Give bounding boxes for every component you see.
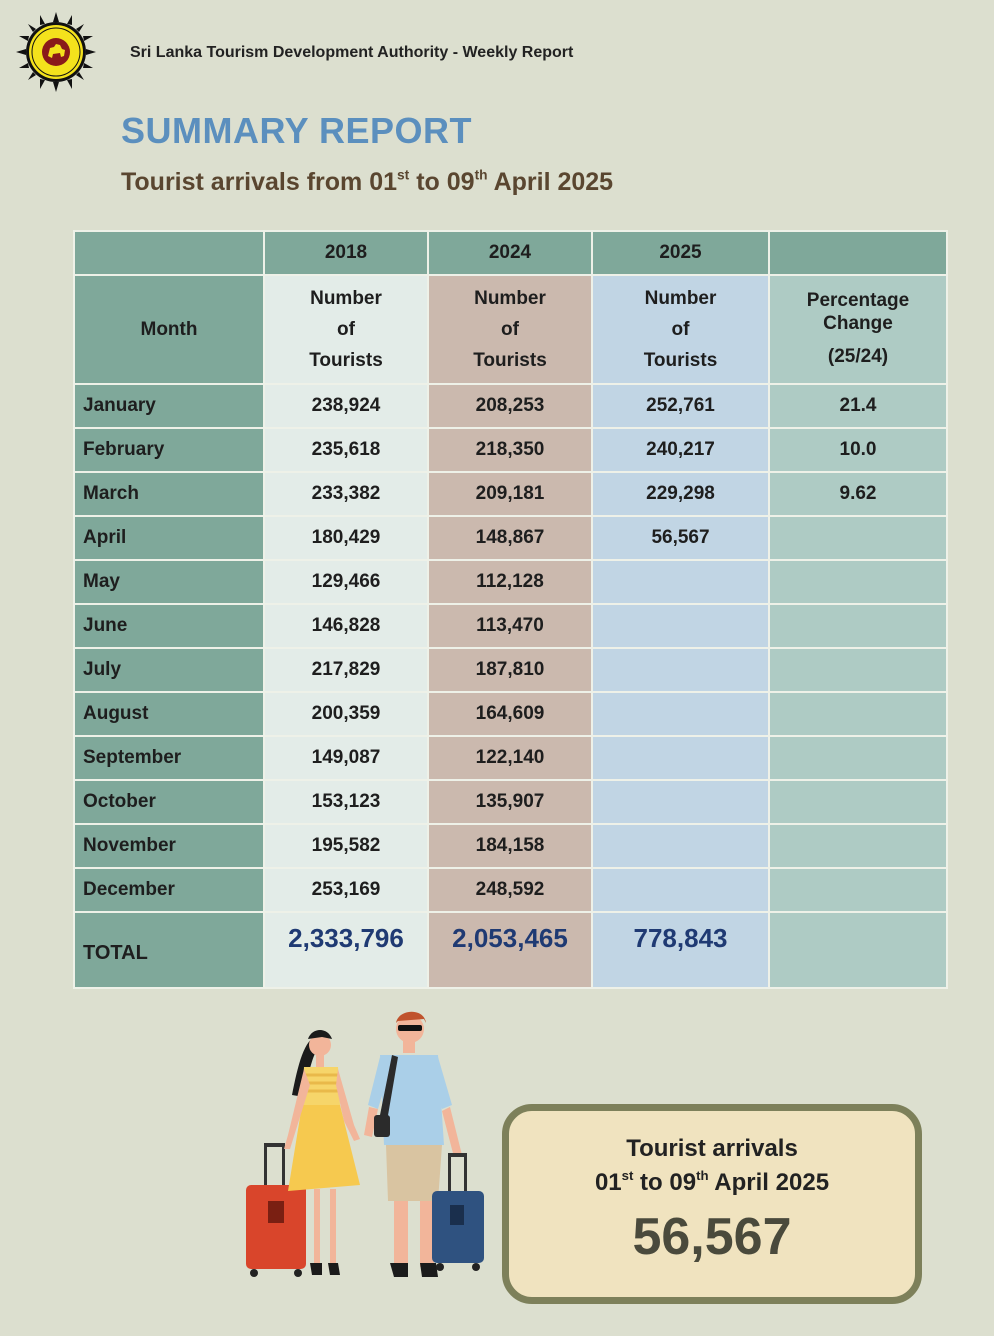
tourists-2024-header: Number of Tourists (428, 275, 592, 384)
total-label: TOTAL (74, 912, 264, 988)
percentage-change-cell: 21.4 (769, 384, 947, 428)
month-cell: January (74, 384, 264, 428)
year-header-blank (74, 231, 264, 275)
table-row (74, 428, 947, 472)
table-row (74, 736, 947, 780)
table-row (74, 648, 947, 692)
table-row (74, 516, 947, 560)
summary-box-value: 56,567 (632, 1208, 792, 1266)
year-2018-header: 2018 (264, 231, 428, 275)
table-row (74, 692, 947, 736)
page-subtitle: Tourist arrivals from 01st to 09th April 2025 (121, 167, 614, 196)
year-2025-header: 2025 (592, 231, 769, 275)
page-title: SUMMARY REPORT (121, 110, 473, 151)
month-cell: April (74, 516, 264, 560)
percentage-change-cell (769, 516, 947, 560)
month-cell: May (74, 560, 264, 604)
tourists-2024-cell: 112,128 (428, 560, 592, 604)
percentage-change-cell: 10.0 (769, 428, 947, 472)
month-cell: March (74, 472, 264, 516)
tourists-2018-header: Number of Tourists (264, 275, 428, 384)
table-row (74, 604, 947, 648)
column-header-row (74, 275, 947, 384)
tourists-2018-cell: 217,829 (264, 648, 428, 692)
total-row (74, 912, 947, 988)
tourists-2025-cell (592, 736, 769, 780)
total-2025-cell: 778,843 (592, 912, 769, 988)
tourists-2018-cell: 146,828 (264, 604, 428, 648)
tourists-2024-cell: 148,867 (428, 516, 592, 560)
percentage-change-cell (769, 736, 947, 780)
percentage-change-cell (769, 648, 947, 692)
tourists-2024-cell: 164,609 (428, 692, 592, 736)
tourists-2018-cell: 253,169 (264, 868, 428, 912)
tourists-2018-cell: 129,466 (264, 560, 428, 604)
percentage-change-cell: 9.62 (769, 472, 947, 516)
month-cell: August (74, 692, 264, 736)
tourists-2018-cell: 233,382 (264, 472, 428, 516)
month-cell: December (74, 868, 264, 912)
total-percentage-cell (769, 912, 947, 988)
tourists-2025-cell: 229,298 (592, 472, 769, 516)
tourists-2024-cell: 209,181 (428, 472, 592, 516)
table-row (74, 780, 947, 824)
summary-box-period: 01st to 09th April 2025 (594, 1168, 830, 1196)
month-header: Month (74, 275, 264, 384)
tourists-2025-cell (592, 560, 769, 604)
month-cell: October (74, 780, 264, 824)
table-row (74, 472, 947, 516)
year-2024-header: 2024 (428, 231, 592, 275)
total-2024-cell: 2,053,465 (428, 912, 592, 988)
month-cell: June (74, 604, 264, 648)
tourists-2018-cell: 195,582 (264, 824, 428, 868)
tourists-2025-cell: 240,217 (592, 428, 769, 472)
tourists-2018-cell: 180,429 (264, 516, 428, 560)
table-row (74, 560, 947, 604)
tourists-2018-cell: 238,924 (264, 384, 428, 428)
tourists-2025-cell (592, 824, 769, 868)
percentage-change-cell (769, 868, 947, 912)
tourists-2025-header: Number of Tourists (592, 275, 769, 384)
tourists-2024-cell: 135,907 (428, 780, 592, 824)
tourists-2025-cell (592, 780, 769, 824)
percentage-change-header: Percentage Change (25/24) (769, 275, 947, 384)
percentage-change-cell (769, 824, 947, 868)
arrivals-summary-box (502, 1104, 922, 1304)
tourists-2024-cell: 248,592 (428, 868, 592, 912)
tourists-2024-cell: 184,158 (428, 824, 592, 868)
percentage-change-cell (769, 692, 947, 736)
tourists-2025-cell (592, 648, 769, 692)
month-cell: February (74, 428, 264, 472)
tourists-2024-cell: 218,350 (428, 428, 592, 472)
tourists-2024-cell: 122,140 (428, 736, 592, 780)
tourist-couple-illustration (238, 1005, 508, 1295)
tourists-2024-cell: 208,253 (428, 384, 592, 428)
table-row (74, 824, 947, 868)
month-cell: November (74, 824, 264, 868)
percentage-change-cell (769, 604, 947, 648)
tourists-2018-cell: 235,618 (264, 428, 428, 472)
tourists-2018-cell: 200,359 (264, 692, 428, 736)
tourists-2018-cell: 149,087 (264, 736, 428, 780)
tourists-2025-cell (592, 868, 769, 912)
total-2018-cell: 2,333,796 (264, 912, 428, 988)
percentage-change-cell (769, 780, 947, 824)
tourists-2025-cell: 252,761 (592, 384, 769, 428)
table-row (74, 384, 947, 428)
tourists-2018-cell: 153,123 (264, 780, 428, 824)
tourists-2025-cell (592, 692, 769, 736)
organization-name: Sri Lanka Tourism Development Authority - Weekly Report (130, 44, 574, 61)
summary-box-title: Tourist arrivals (626, 1135, 798, 1162)
arrivals-table (73, 230, 948, 989)
table-row (74, 868, 947, 912)
percentage-change-cell (769, 560, 947, 604)
month-cell: September (74, 736, 264, 780)
year-header-row (74, 231, 947, 275)
year-header-blank (769, 231, 947, 275)
tourists-2025-cell (592, 604, 769, 648)
tourists-2025-cell: 56,567 (592, 516, 769, 560)
tourists-2024-cell: 113,470 (428, 604, 592, 648)
month-cell: July (74, 648, 264, 692)
sltda-emblem-icon (16, 12, 96, 92)
tourists-2024-cell: 187,810 (428, 648, 592, 692)
